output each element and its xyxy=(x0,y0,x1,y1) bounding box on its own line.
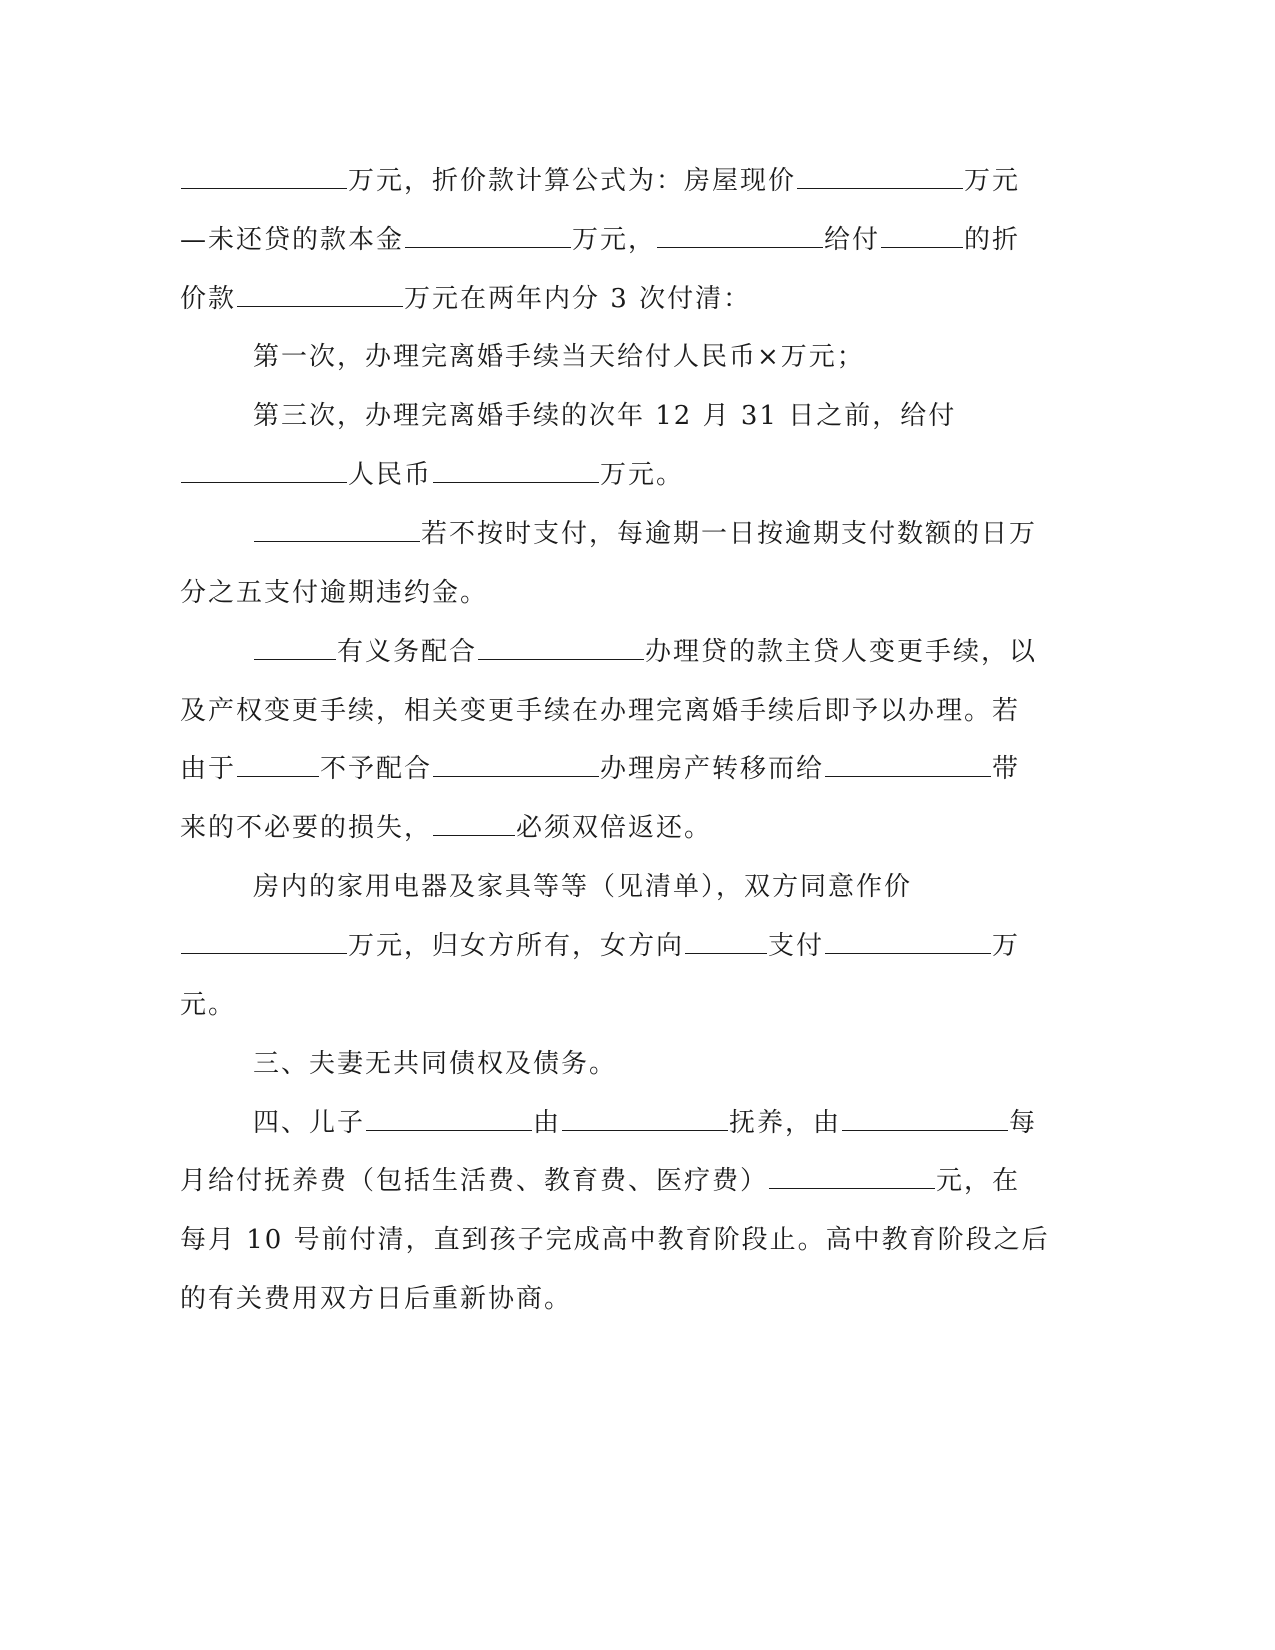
text-segment: 支付 xyxy=(768,931,825,961)
text-segment: 房内的家用电器及家具等等（见清单），双方同意作价 xyxy=(253,872,913,902)
fill-blank xyxy=(254,517,420,542)
fill-blank xyxy=(237,752,319,777)
fill-blank xyxy=(405,223,571,248)
fill-blank xyxy=(825,929,991,954)
text-segment: 每月 10 号前付清，直到孩子完成高中教育阶段止。高中教育阶段之后 xyxy=(180,1225,1050,1255)
fill-blank xyxy=(433,811,515,836)
fill-blank xyxy=(797,164,963,189)
text-line xyxy=(180,1163,1020,1199)
fill-blank xyxy=(825,752,991,777)
text-line xyxy=(180,987,236,1023)
text-line xyxy=(253,634,1037,670)
text-segment: 来的不必要的损失， xyxy=(180,813,433,843)
fill-blank xyxy=(769,1164,935,1189)
text-segment: 的有关费用双方日后重新协商。 xyxy=(180,1284,573,1314)
text-segment: 万元， xyxy=(572,225,657,255)
fill-blank xyxy=(366,1106,532,1131)
text-segment: 由 xyxy=(533,1108,562,1138)
fill-blank xyxy=(237,282,403,307)
fill-blank xyxy=(685,929,767,954)
text-segment: 办理房产转移而给 xyxy=(600,754,825,784)
fill-blank xyxy=(181,164,347,189)
text-segment: 人民币 xyxy=(348,460,433,490)
fill-blank xyxy=(478,635,644,660)
fill-blank xyxy=(254,635,336,660)
text-segment: 万元，折价款计算公式为：房屋现价 xyxy=(348,166,797,196)
text-segment: 有义务配合 xyxy=(337,637,478,667)
text-segment: 三、夫妻无共同债权及债务。 xyxy=(253,1049,618,1079)
text-segment: 万元，归女方所有，女方向 xyxy=(348,931,685,961)
text-segment: 万元 xyxy=(964,166,1021,196)
fill-blank xyxy=(881,223,963,248)
text-line xyxy=(253,398,956,434)
fill-blank xyxy=(433,752,599,777)
text-line xyxy=(180,163,1020,199)
fill-blank xyxy=(181,458,347,483)
text-segment: 每 xyxy=(1009,1108,1038,1138)
text-line xyxy=(180,751,1020,787)
fill-blank xyxy=(657,223,823,248)
fill-blank xyxy=(842,1106,1008,1131)
text-segment: 元。 xyxy=(180,990,237,1020)
text-segment: 分之五支付逾期违约金。 xyxy=(180,578,489,608)
text-segment: 元，在 xyxy=(936,1166,1021,1196)
text-line xyxy=(253,1046,617,1082)
text-line xyxy=(180,1281,572,1317)
text-segment: 万元。 xyxy=(600,460,685,490)
text-line xyxy=(180,457,684,493)
text-line xyxy=(253,1105,1037,1141)
text-segment: 由于 xyxy=(180,754,237,784)
text-segment: 抚养，由 xyxy=(729,1108,842,1138)
text-segment: 若不按时支付，每逾期一日按逾期支付数额的日万 xyxy=(421,519,1038,549)
text-line xyxy=(253,339,865,375)
text-segment: 给付 xyxy=(824,225,881,255)
text-line xyxy=(180,575,488,611)
text-segment: 办理贷的款主贷人变更手续，以 xyxy=(645,637,1038,667)
text-segment: 万 xyxy=(992,931,1021,961)
text-line xyxy=(180,928,1020,964)
text-line xyxy=(253,516,1037,552)
text-segment: 带 xyxy=(992,754,1021,784)
text-segment: 月给付抚养费（包括生活费、教育费、医疗费） xyxy=(180,1166,769,1196)
text-segment: 及产权变更手续，相关变更手续在办理完离婚手续后即予以办理。若 xyxy=(180,696,1021,726)
fill-blank xyxy=(562,1106,728,1131)
fill-blank xyxy=(433,458,599,483)
text-segment: 第三次，办理完离婚手续的次年 12 月 31 日之前，给付 xyxy=(253,401,957,431)
text-line xyxy=(180,810,712,846)
text-line xyxy=(180,1222,1050,1258)
text-line xyxy=(253,869,912,905)
text-line xyxy=(180,222,1020,258)
text-segment: 不予配合 xyxy=(320,754,433,784)
text-segment: 万元在两年内分 3 次付清： xyxy=(404,284,752,314)
text-line xyxy=(180,693,1020,729)
text-line xyxy=(180,281,751,317)
text-segment: 的折 xyxy=(964,225,1021,255)
text-segment: —未还贷的款本金 xyxy=(180,225,405,255)
text-segment: 第一次，办理完离婚手续当天给付人民币×万元； xyxy=(253,342,865,372)
text-segment: 价款 xyxy=(180,284,237,314)
text-segment: 必须双倍返还。 xyxy=(516,813,713,843)
fill-blank xyxy=(181,929,347,954)
text-segment: 四、儿子 xyxy=(253,1108,366,1138)
